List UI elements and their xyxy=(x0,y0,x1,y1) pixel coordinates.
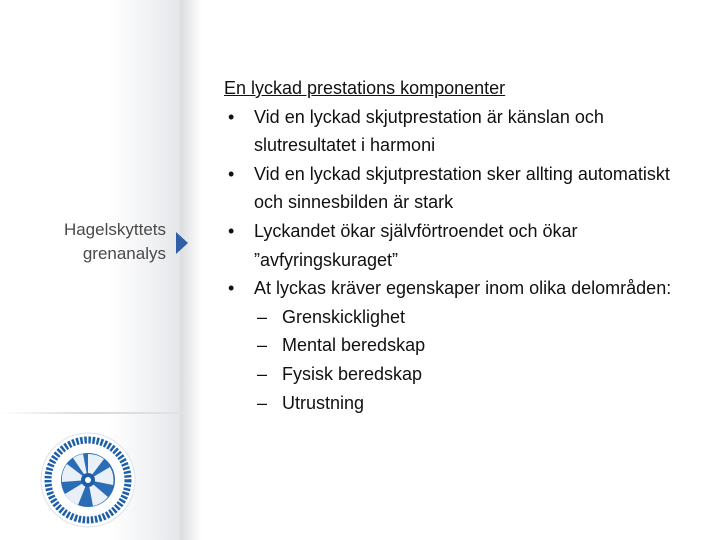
slide-content xyxy=(224,74,694,417)
bullet-icon: • xyxy=(228,106,235,127)
bullet-icon: • xyxy=(228,163,235,184)
organization-logo xyxy=(38,430,138,530)
bullet-list xyxy=(224,103,694,303)
bullet-icon: • xyxy=(228,220,235,241)
section-title xyxy=(64,218,166,266)
sub-bullet-item xyxy=(224,331,694,360)
dash-icon: – xyxy=(257,392,268,413)
bullet-text: Vid en lyckad skjutprestation är känslan och slutresultatet i harmoni xyxy=(254,106,604,156)
bullet-text: Lyckandet ökar självförtroendet och ökar ”avfyringskuraget” xyxy=(254,220,578,270)
bullet-item xyxy=(224,274,694,303)
dash-icon: – xyxy=(257,335,268,356)
section-title-line-2: grenanalys xyxy=(82,244,166,263)
sidebar-divider xyxy=(0,412,182,414)
sub-bullet-text: Mental beredskap xyxy=(282,335,426,356)
bullet-text: At lyckas kräver egenskaper inom olika delområden: xyxy=(254,278,672,299)
section-pointer-icon xyxy=(176,232,188,254)
bullet-item xyxy=(224,103,694,160)
bullet-item xyxy=(224,217,694,274)
sub-bullet-text: Fysisk beredskap xyxy=(282,363,423,384)
sub-bullet-text: Grenskicklighet xyxy=(282,306,406,327)
sub-bullet-list xyxy=(224,303,694,417)
sub-bullet-item xyxy=(224,360,694,389)
sub-bullet-item xyxy=(224,303,694,332)
dash-icon: – xyxy=(257,363,268,384)
bullet-text: Vid en lyckad skjutprestation sker allting automatiskt och sinnesbilden är stark xyxy=(254,163,670,213)
bullet-item xyxy=(224,160,694,217)
bullet-icon: • xyxy=(228,278,235,299)
dash-icon: – xyxy=(257,306,268,327)
slide-heading: En lyckad prestations komponenter xyxy=(224,78,506,98)
sub-bullet-item xyxy=(224,389,694,418)
section-title-line-1: Hagelskyttets xyxy=(63,220,166,239)
sidebar-shadow xyxy=(180,0,202,540)
sub-bullet-text: Utrustning xyxy=(282,392,365,413)
